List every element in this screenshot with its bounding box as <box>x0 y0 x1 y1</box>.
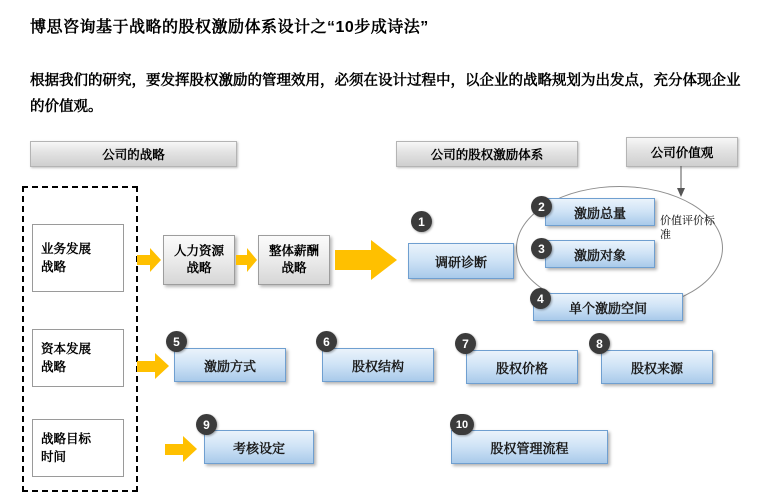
step-box-6[interactable]: 股权结构 <box>322 348 434 382</box>
row-label-line2: 战略 <box>41 360 67 374</box>
step-badge-2: 2 <box>531 196 552 217</box>
banner-company-strategy: 公司的战略 <box>30 141 237 167</box>
arrow-row2-to-step5 <box>137 353 171 379</box>
row-label-capital-development <box>32 329 124 387</box>
step-box-1[interactable]: 调研诊断 <box>408 243 514 279</box>
step-box-3[interactable]: 激励对象 <box>545 240 655 268</box>
step-badge-3: 3 <box>531 238 552 259</box>
step-box-9[interactable]: 考核设定 <box>204 430 314 464</box>
page-subtitle: 根据我们的研究，要发挥股权激励的管理效用，必须在设计过程中，以企业的战略规划为出发点，充分体现企业的价值观。 <box>30 73 741 115</box>
row-label-business-development <box>32 224 124 292</box>
box-total-comp-line2: 战略 <box>281 261 307 275</box>
arrow-hr-to-comp <box>236 248 258 272</box>
step-badge-5: 5 <box>166 331 187 352</box>
arrow-row1-to-hr <box>137 248 161 272</box>
page-title: 博思咨询基于战略的股权激励体系设计之“10步成诗法” <box>30 19 429 36</box>
row-label-line1: 战略目标 <box>41 432 92 446</box>
row-label-line2: 时间 <box>41 450 67 464</box>
step-badge-1: 1 <box>411 211 432 232</box>
arrow-comp-to-step1 <box>335 240 399 280</box>
box-hr-strategy-line2: 战略 <box>186 261 212 275</box>
banner-equity-incentive-system: 公司的股权激励体系 <box>396 141 578 167</box>
box-hr-strategy <box>163 235 235 285</box>
step-badge-6: 6 <box>316 331 337 352</box>
step-box-8[interactable]: 股权来源 <box>601 350 713 384</box>
step-badge-8: 8 <box>589 333 610 354</box>
box-total-compensation-strategy <box>258 235 330 285</box>
step-box-10[interactable]: 股权管理流程 <box>451 430 608 464</box>
step-box-5[interactable]: 激励方式 <box>174 348 286 382</box>
row-label-strategy-timeline <box>32 419 124 477</box>
step-badge-10: 10 <box>450 414 474 435</box>
row-label-line2: 战略 <box>41 260 67 274</box>
step-box-2[interactable]: 激励总量 <box>545 198 655 226</box>
box-total-comp-line1: 整体薪酬 <box>268 244 319 258</box>
arrow-row3-to-step9 <box>165 436 199 462</box>
row-label-line1: 业务发展 <box>41 242 92 256</box>
row-label-line1: 资本发展 <box>41 342 92 356</box>
step-badge-4: 4 <box>530 288 551 309</box>
box-hr-strategy-line1: 人力资源 <box>173 244 224 258</box>
step-badge-9: 9 <box>196 414 217 435</box>
step-badge-7: 7 <box>455 333 476 354</box>
banner-company-values: 公司价值观 <box>626 137 738 167</box>
step-box-4[interactable]: 单个激励空间 <box>533 293 683 321</box>
step-box-7[interactable]: 股权价格 <box>466 350 578 384</box>
value-criteria-label: 价值评价标准 <box>660 215 715 241</box>
